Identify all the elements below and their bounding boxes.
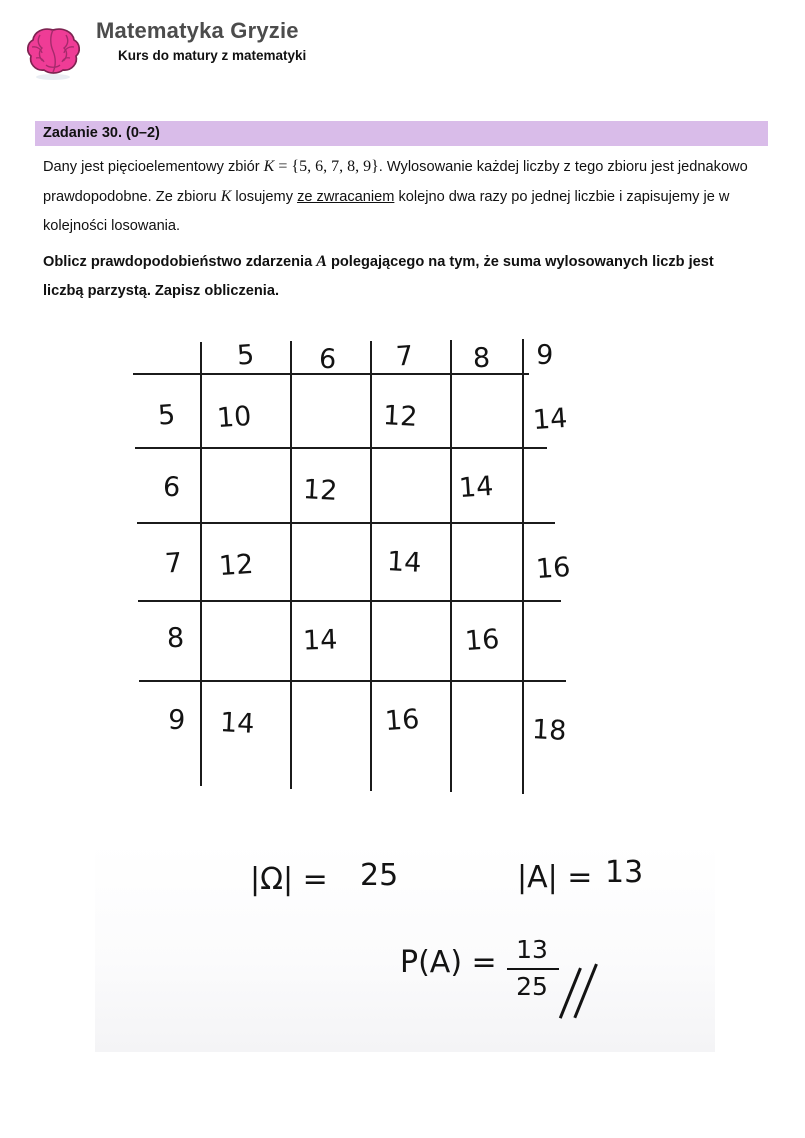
table-cell: 14 bbox=[219, 707, 256, 740]
set-definition: = {5, 6, 7, 8, 9} bbox=[278, 158, 379, 175]
event-variable-a: A bbox=[316, 253, 327, 270]
table-vline-3 bbox=[370, 341, 372, 791]
event-cardinality-value: 13 bbox=[605, 855, 644, 890]
table-col-header: 6 bbox=[318, 343, 337, 376]
table-cell: 12 bbox=[382, 400, 419, 433]
table-cell: 12 bbox=[302, 474, 339, 507]
task-instruction bbox=[43, 247, 723, 306]
table-cell: 16 bbox=[534, 551, 572, 586]
probability-numerator: 13 bbox=[516, 935, 548, 964]
statement-underlined-phrase: ze zwracaniem bbox=[297, 189, 395, 205]
table-cell: 16 bbox=[383, 703, 421, 738]
probability-denominator: 25 bbox=[516, 972, 548, 1001]
instruction-part-1: Oblicz prawdopodobieństwo zdarzenia bbox=[43, 254, 317, 270]
table-cell: 18 bbox=[531, 714, 568, 747]
brand-text bbox=[96, 18, 306, 65]
site-header bbox=[22, 18, 442, 88]
task-statement bbox=[43, 152, 765, 241]
event-cardinality-label: |A| = bbox=[517, 860, 593, 895]
table-row-header: 9 bbox=[167, 704, 186, 737]
omega-cardinality-label: |Ω| = bbox=[250, 862, 328, 897]
table-hline-2 bbox=[135, 447, 547, 449]
table-cell: 14 bbox=[302, 624, 338, 657]
statement-part-3: losujemy bbox=[231, 189, 298, 205]
brain-icon bbox=[22, 24, 84, 82]
table-col-header: 5 bbox=[235, 339, 256, 372]
table-row-header: 7 bbox=[163, 547, 184, 580]
probability-label: P(A) = bbox=[400, 945, 497, 980]
set-variable-k-2: K bbox=[220, 188, 232, 205]
statement-part-1: Dany jest pięcioelementowy zbiór bbox=[43, 159, 264, 175]
table-vline-5 bbox=[522, 339, 524, 794]
table-vline-4 bbox=[450, 340, 452, 792]
table-col-header: 7 bbox=[394, 340, 415, 373]
table-cell: 10 bbox=[215, 400, 253, 435]
table-hline-5 bbox=[139, 680, 566, 682]
fraction-bar bbox=[507, 968, 559, 970]
table-row-header: 5 bbox=[156, 399, 177, 432]
table-cell: 12 bbox=[217, 548, 255, 583]
table-row-header: 6 bbox=[162, 471, 181, 504]
table-cell: 14 bbox=[531, 402, 569, 437]
table-cell: 16 bbox=[463, 623, 501, 658]
statement-part-4: kolejno dwa razy po jednej liczbie i zapisujemy je w kolejności losowania. bbox=[43, 189, 730, 234]
site-title: Matematyka Gryzie bbox=[96, 18, 299, 43]
table-row-header: 8 bbox=[166, 622, 185, 655]
scanned-answer-sheet bbox=[95, 300, 715, 1052]
table-cell: 14 bbox=[386, 546, 423, 579]
statement-part-2: . Wylosowanie każdej liczby z tego zbioru jest jednakowo prawdopodobne. Ze zbioru bbox=[43, 159, 748, 205]
table-col-header: 9 bbox=[535, 339, 554, 372]
table-vline-2 bbox=[290, 341, 292, 789]
table-vline-1 bbox=[200, 342, 202, 786]
task-number-label: Zadanie 30. (0–2) bbox=[43, 125, 160, 141]
set-variable-k: K bbox=[263, 158, 275, 175]
instruction-part-2: polegającego na tym, że suma wylosowanych liczb jest liczbą parzystą. Zapisz obliczenia. bbox=[43, 254, 714, 299]
site-subtitle: Kurs do matury z matematyki bbox=[118, 48, 307, 63]
omega-cardinality-value: 25 bbox=[360, 858, 399, 893]
table-col-header: 8 bbox=[472, 342, 491, 375]
table-cell: 14 bbox=[457, 470, 495, 505]
task-header-band bbox=[35, 121, 768, 146]
